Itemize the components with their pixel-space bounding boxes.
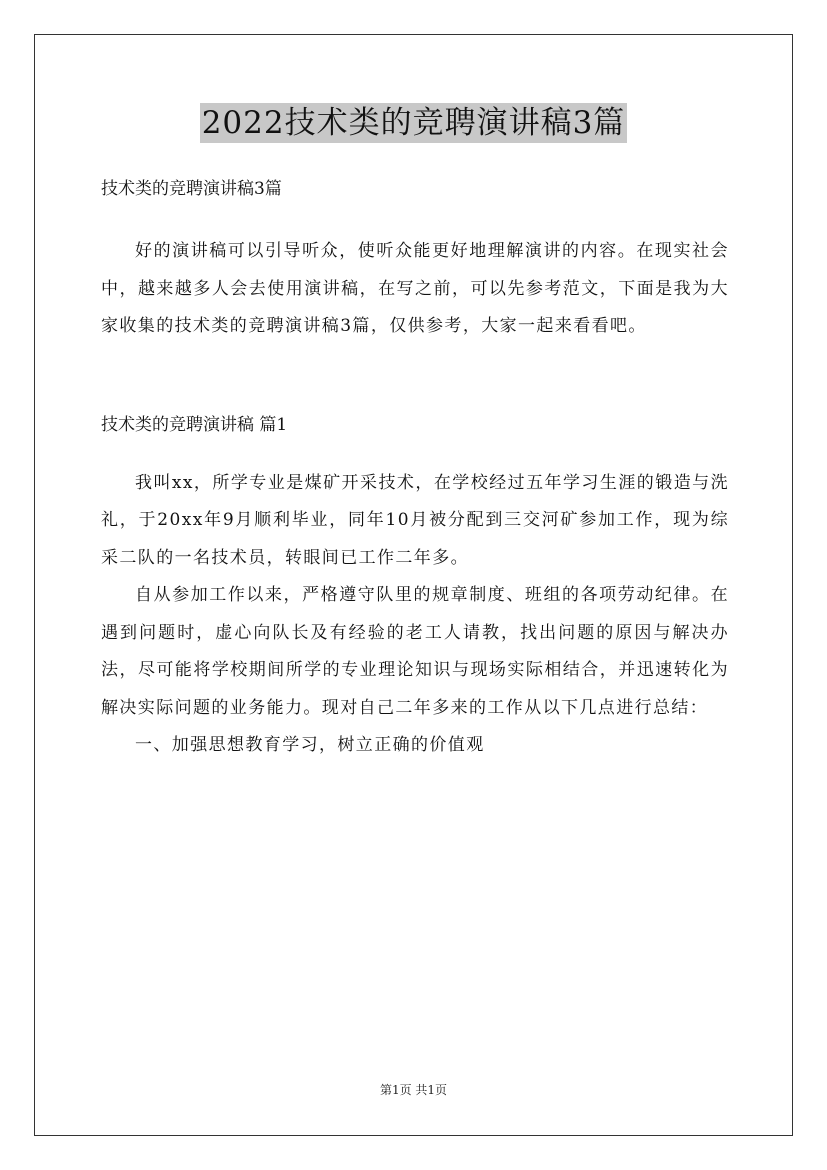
body-paragraph: 自从参加工作以来，严格遵守队里的规章制度、班组的各项劳动纪律。在遇到问题时，虚心向队长及有经验的老工人请教，找出问题的原因与解决办法，尽可能将学校期间所学的专业理论知识与现场实际相结合，并迅速转化为解决实际问题的业务能力。现对自己二年多来的工作从以下几点进行总结： — [101, 585, 729, 718]
body-paragraph: 一、加强思想教育学习，树立正确的价值观 — [135, 735, 485, 755]
title-container — [0, 103, 827, 143]
page-number: 第1页 共1页 — [379, 1083, 448, 1097]
intro-paragraph: 好的演讲稿可以引导听众，使听众能更好地理解演讲的内容。在现实社会中，越来越多人会去使用演讲稿，在写之前，可以先参考范文，下面是我为大家收集的技术类的竞聘演讲稿3篇，仅供参考，大家一起来看看吧。 — [101, 241, 729, 336]
body-paragraph: 我叫xx，所学专业是煤矿开采技术，在学校经过五年学习生涯的锻造与洗礼，于20xx年9月顺利毕业，同年10月被分配到三交河矿参加工作，现为综采二队的一名技术员，转眼间已工作二年多。 — [101, 472, 729, 568]
document-body — [101, 174, 729, 765]
document-title: 2022技术类的竞聘演讲稿3篇 — [201, 105, 626, 141]
section-heading: 技术类的竞聘演讲稿 篇1 — [101, 414, 288, 435]
subtitle: 技术类的竞聘演讲稿3篇 — [101, 179, 282, 199]
